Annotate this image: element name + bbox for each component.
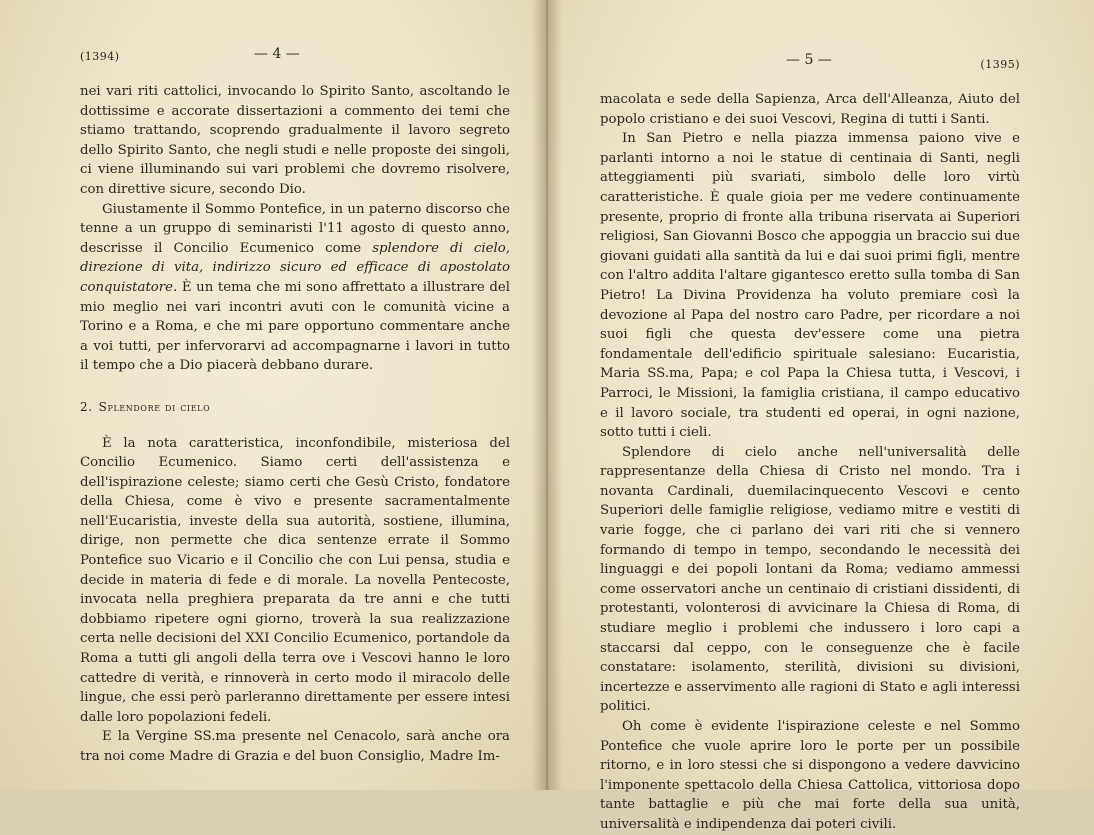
- section-heading: [80, 398, 510, 418]
- right-page-header: [600, 50, 1020, 74]
- left-page-header: [80, 46, 510, 70]
- paragraph: [80, 200, 510, 376]
- paragraph: Splendore di cielo anche nell'universalità delle rappresentanze della Chiesa di Cristo nel mondo. Tra i novanta Cardinali, duemilacinquecento Vescovi e cento Superiori delle famiglie religiose, vediamo mitre e vestiti di varie fogge, che ci parlano dei vari riti che si vennero formando di tempo in tempo, secondando le necessità dei linguaggi e dei popoli lontani da Roma; vediamo ammessi come osservatori anche un centinaio di cristiani dissidenti, di protestanti, volonterosi di avvicinare la Chiesa di Roma, di studiare meglio i problemi che indussero i loro capi a staccarsi dal ceppo, con le conseguenze che è facile constatare: isolamento, sterilità, divisioni su divisioni, incertezze e asservimento alle ragioni di Stato e agli interessi politici.: [600, 444, 1020, 715]
- paragraph: E la Vergine SS.ma presente nel Cenacolo, sarà anche ora tra noi come Madre di Grazia e del buon Consiglio, Madre Im-: [80, 729, 510, 764]
- paragraph: È la nota caratteristica, inconfondibile, misteriosa del Concilio Ecumenico. Siamo certi dell'assistenza e dell'ispirazione celeste; siamo certi che Gesù Cristo, fondatore della Chiesa, come è vivo e presente sacramentalmente nell'Eucaristia, investe della sua autorità, sostiene, illumina, dirige, non permette che dica sentenze errate il Sommo Pontefice suo Vicario e il Concilio che con Lui pensa, studia e decide in materia di fede e di morale. La novella Pentecoste, invocata nella preghiera preparata da tre anni e che tutti dobbiamo ripetere ogni giorno, troverà la sua realizzazione certa nelle decisioni del XXI Concilio Ecumenico, portandole da Roma a tutti gli angoli della terra ove i Vescovi hanno le loro cattedre di verità, e rinnoverà in certo modo il miracolo delle lingue, che essi però parleranno direttamente per essere intesi dalle loro popolazioni fedeli.: [80, 435, 510, 725]
- paragraph: macolata e sede della Sapienza, Arca dell'Alleanza, Aiuto del popolo cristiano e dei suoi Vescovi, Regina di tutti i Santi.: [600, 92, 1020, 127]
- section-number: 2.: [80, 399, 93, 414]
- paragraph: nei vari riti cattolici, invocando lo Spirito Santo, ascoltando le dottissime e accorate dissertazioni a commento dei temi che stiamo trattando, scoprendo gradualmente il lavoro segreto dello Spirito Santo, che negli studi e nelle proposte dei singoli, ci viene illuminando sui vari problemi che dovremo risolvere, con direttive sicure, secondo Dio.: [80, 84, 510, 197]
- left-page-number: — 4 —: [254, 46, 300, 62]
- section-title: Splendore di cielo: [98, 399, 211, 414]
- left-page-body: [80, 82, 510, 767]
- paragraph-text: È un tema che mi sono affrettato a illustrare del mio meglio nei vari incontri avuti con le comunità vicine a Torino e a Roma, e che mi pare opportuno commentare anche a voi tutti, per infervorarvi ad accompagnarne i lavori in tutto il tempo che a Dio piacerà debbano durare.: [80, 279, 510, 374]
- right-page-body: [600, 90, 1020, 835]
- left-folio-number: (1394): [80, 50, 120, 63]
- right-page-number: — 5 —: [786, 52, 832, 68]
- right-folio-number: (1395): [980, 58, 1020, 71]
- paragraph: Oh come è evidente l'ispirazione celeste e nel Sommo Pontefice che vuole aprire loro le porte per un possibile ritorno, e in loro stessi che si dispongono a vedere davvicino l'imponente spettacolo della Chiesa Cattolica, vittoriosa dopo tante battaglie e più che mai forte della sua unità, universalità e indipendenza dai poteri civili.: [600, 719, 1020, 832]
- left-page: [0, 0, 546, 790]
- paragraph: In San Pietro e nella piazza immensa paiono vive e parlanti intorno a noi le statue di centinaia di Santi, negli atteggiamenti più svariati, simbolo delle loro virtù caratteristiche. È quale gioia per me vedere continuamente presente, proprio di fronte alla tribuna riservata ai Superiori religiosi, San Giovanni Bosco che appoggia un braccio sui due giovani guidati alla santità da lui e dai suoi primi figli, mentre con l'altro addita l'altare gigantesco eretto sulla tomba di San Pietro! La Divina Providenza ha voluto premiare così la devozione al Papa del nostro caro Padre, per ricordare a noi suoi figli che questa dev'essere come una pietra fondamentale dell'edificio spirituale salesiano: Eucaristia, Maria SS.ma, Papa; e col Papa la Chiesa tutta, i Vescovi, i Parroci, le Missioni, la famiglia cristiana, il campo educativo e il lavoro sociale, tra studenti ed operai, in ogni nazione, sotto tutti i cieli.: [600, 131, 1020, 441]
- paragraph-quote-italic: splendore di cielo, direzione di vita, indirizzo sicuro ed efficace di apostolato conquistatore.: [80, 240, 510, 295]
- paragraph-text: Giustamente il Sommo Pontefice, in un paterno discorso che tenne a un gruppo di seminaristi l'11 agosto di questo anno, descrisse il Concilio Ecumenico come: [80, 201, 510, 256]
- right-page: [546, 0, 1094, 832]
